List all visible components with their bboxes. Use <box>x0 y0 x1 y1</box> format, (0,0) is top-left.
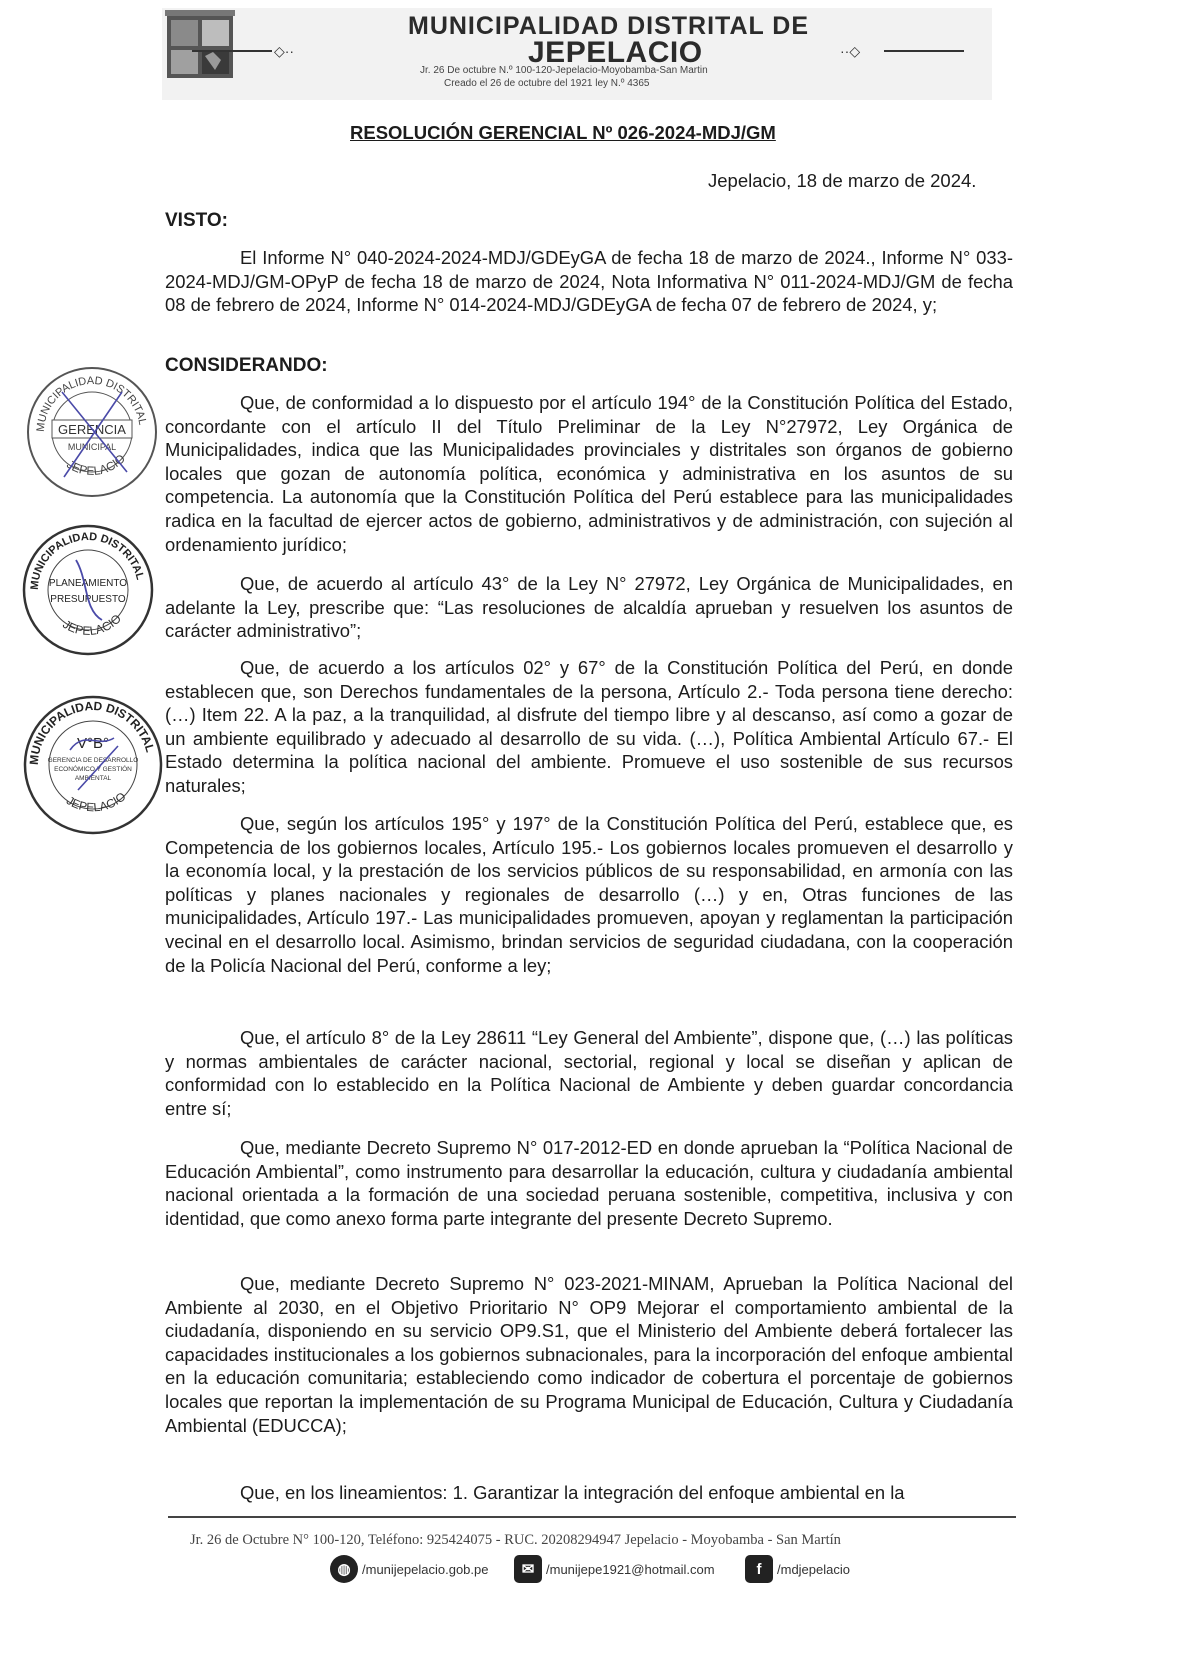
stamp-bottom-text: JEPELACIO <box>60 611 124 639</box>
paragraph-text: Que, mediante Decreto Supremo N° 017-2012-ED en donde aprueban la “Política Nacional de Educación Ambiental”, como instrumento para desarrollar la educación, cultura y ciudadanía ambiental nacional orientada a la formación de una sociedad peruana sostenible, competitiva, inclusiva y con identidad, que como anexo forma parte integrante del presente Decreto Supremo. <box>165 1137 1013 1229</box>
stamp-center-text: PLANEAMIENTO <box>48 578 128 589</box>
stamp-center-text-3: ECONÓMICO Y GESTIÓN <box>54 766 132 773</box>
paragraph-5 <box>165 1026 1013 1120</box>
stamp-center-text-2: MUNICIPAL <box>67 442 117 452</box>
svg-text:JEPELACIO <box>64 451 128 478</box>
visto-text: El Informe N° 040-2024-2024-MDJ/GDEyGA de fecha 18 de marzo de 2024., Informe N° 033-2024-MDJ/GM-OPyP de fecha 18 de marzo de 2024, Nota Informativa N° 011-2024-MDJ/GM de fecha 08 de febrero de 2024, Informe N° 014-2024-MDJ/GDEyGA de fecha 07 de febrero de 2024, y; <box>165 247 1013 316</box>
stamp-top-text: MUNICIPALIDAD DISTRITAL <box>34 374 149 433</box>
stamp-vobo-text: V°B° <box>76 735 110 752</box>
paragraph-4 <box>165 812 1013 977</box>
paragraph-7 <box>165 1272 1013 1437</box>
planeamiento-presupuesto-stamp <box>18 520 158 660</box>
svg-text:JEPELACIO <box>64 789 128 814</box>
paragraph-1 <box>165 391 1013 556</box>
website-link[interactable]: /munijepelacio.gob.pe <box>362 1561 489 1577</box>
diamond-ornament-right-icon: ··◇ <box>840 43 861 59</box>
stamp-center-text-2: GERENCIA DE DESARROLLO <box>47 757 139 764</box>
paragraph-text: Que, el artículo 8° de la Ley 28611 “Ley General del Ambiente”, dispone que, (…) las políticas y normas ambientales de carácter nacional, sectorial, regional y local se diseñan y aplican de conformidad con lo establecido en la Política Nacional de Ambiente y deben guardar concordancia entre sí; <box>165 1027 1013 1119</box>
gerencia-municipal-stamp <box>22 362 162 502</box>
stamp-center-text-4: AMBIENTAL <box>74 775 112 782</box>
facebook-icon: f <box>745 1555 773 1583</box>
svg-text:JEPELACIO <box>60 611 124 638</box>
mail-icon: ✉ <box>514 1555 542 1583</box>
municipal-logo <box>165 10 235 84</box>
header-creation-note: Creado el 26 de octubre del 1921 ley N.º 4365 <box>444 78 650 89</box>
email-contact[interactable] <box>514 1554 715 1584</box>
paragraph-2 <box>165 572 1013 643</box>
stamp-center-text-2: PRESUPUESTO <box>50 594 126 605</box>
stamp-top-text: MUNICIPALIDAD DISTRITAL <box>26 698 158 766</box>
resolution-date: Jepelacio, 18 de marzo de 2024. <box>708 170 977 191</box>
visto-heading: VISTO: <box>165 210 228 231</box>
globe-icon: ◍ <box>330 1555 358 1583</box>
paragraph-text: Que, según los artículos 195° y 197° de la Constitución Política del Perú, establece que, es Competencia de los gobiernos locales, Artículo 195.- Los gobiernos locales promueven el desarrollo y la economía local, y la prestación de los servicios públicos de su responsabilidad, en armonía con las políticas y planes nacionales y regionales de desarrollo (…) y en, Otras funciones de las municipalidades, Artículo 197.- Las municipalidades promueven, apoyan y reglamentan la participación vecinal en el desarrollo local. Asimismo, brindan servicios de seguridad ciudadana, con la cooperación de la Policía Nacional del Perú, conforme a ley; <box>165 813 1013 976</box>
paragraph-6 <box>165 1136 1013 1230</box>
facebook-contact[interactable] <box>745 1554 850 1584</box>
footer-address: Jr. 26 de Octubre N° 100-120, Teléfono: 925424075 - RUC. 20208294947 Jepelacio - Moyobamba - San Martín <box>190 1532 841 1548</box>
header-rule-right <box>884 50 964 52</box>
stamp-top-text: MUNICIPALIDAD DISTRITAL <box>28 530 146 591</box>
district-name: JEPELACIO <box>528 36 703 69</box>
paragraph-text: Que, en los lineamientos: 1. Garantizar la integración del enfoque ambiental en la <box>240 1482 905 1503</box>
footer-rule <box>168 1516 1016 1518</box>
paragraph-text: Que, de conformidad a lo dispuesto por el artículo 194° de la Constitución Política del Estado, concordante con el artículo II del Título Preliminar de la Ley N°27972, Ley Orgánica de Municipalidades, indica que las Municipalidades provinciales y distritales son órganos de gobierno locales que gozan de autonomía política, económica y administrativa en los asuntos de su competencia. La autonomía que la Constitución Política del Perú establece para las municipalidades radica en la facultad de ejercer actos de gobierno, administrativos y de administración, con sujeción al ordenamiento jurídico; <box>165 392 1013 555</box>
paragraph-8 <box>165 1481 1013 1505</box>
visto-paragraph <box>165 246 1013 317</box>
header-rule-left <box>192 50 272 52</box>
email-link[interactable]: /munijepe1921@hotmail.com <box>546 1561 715 1577</box>
diamond-ornament-left-icon: ◇·· <box>274 43 295 59</box>
paragraph-text: Que, de acuerdo al artículo 43° de la Ley N° 27972, Ley Orgánica de Municipalidades, en adelante la Ley, prescribe que: “Las resoluciones de alcaldía aprueban y resuelven los asuntos de carácter administrativo”; <box>165 573 1013 642</box>
website-contact[interactable] <box>330 1554 488 1584</box>
resolution-title: RESOLUCIÓN GERENCIAL Nº 026-2024-MDJ/GM <box>350 122 776 143</box>
desarrollo-economico-stamp <box>18 690 168 840</box>
stamp-bottom-text: JEPELACIO <box>64 789 129 815</box>
facebook-link[interactable]: /mdjepelacio <box>777 1561 850 1577</box>
paragraph-3 <box>165 656 1013 798</box>
stamp-bottom-text: JEPELACIO <box>64 451 128 479</box>
stamp-center-text: GERENCIA <box>58 422 126 437</box>
header-address: Jr. 26 De octubre N.º 100-120-Jepelacio-Moyobamba-San Martin <box>420 65 708 76</box>
paragraph-text: Que, mediante Decreto Supremo N° 023-2021-MINAM, Aprueban la Política Nacional del Ambiente al 2030, en el Objetivo Prioritario N° OP9 Mejorar el comportamiento ambiental de la ciudadanía, disponiendo en su servicio OP9.S1, que el Ministerio del Ambiente deberá fortalecer las capacidades institucionales a los gobiernos subnacionales, para la incorporación del enfoque ambiental en la educación comunitaria; estableciendo como indicador de cobertura el porcentaje de gobiernos locales que reportan la implementación de su Programa Municipal de Educación, Cultura y Ciudadanía Ambiental (EDUCCA); <box>165 1273 1013 1436</box>
considerando-heading: CONSIDERANDO: <box>165 355 328 376</box>
svg-text:MUNICIPALIDAD DISTRITAL <box>27 699 158 765</box>
paragraph-text: Que, de acuerdo a los artículos 02° y 67° de la Constitución Política del Perú, en donde establecen que, son Derechos fundamentales de la persona, Artículo 2.- Toda persona tiene derecho: (…) Item 22. A la paz, a la tranquilidad, al disfrute del tiempo libre y al descanso, así como a gozar de un ambiente equilibrado y adecuado al desarrollo de su vida. (…), Política Ambiental Artículo 67.- El Estado determina la política nacional del ambiente. Promueve el uso sostenible de sus recursos naturales; <box>165 657 1013 796</box>
institution-name: MUNICIPALIDAD DISTRITAL DE <box>408 12 809 40</box>
